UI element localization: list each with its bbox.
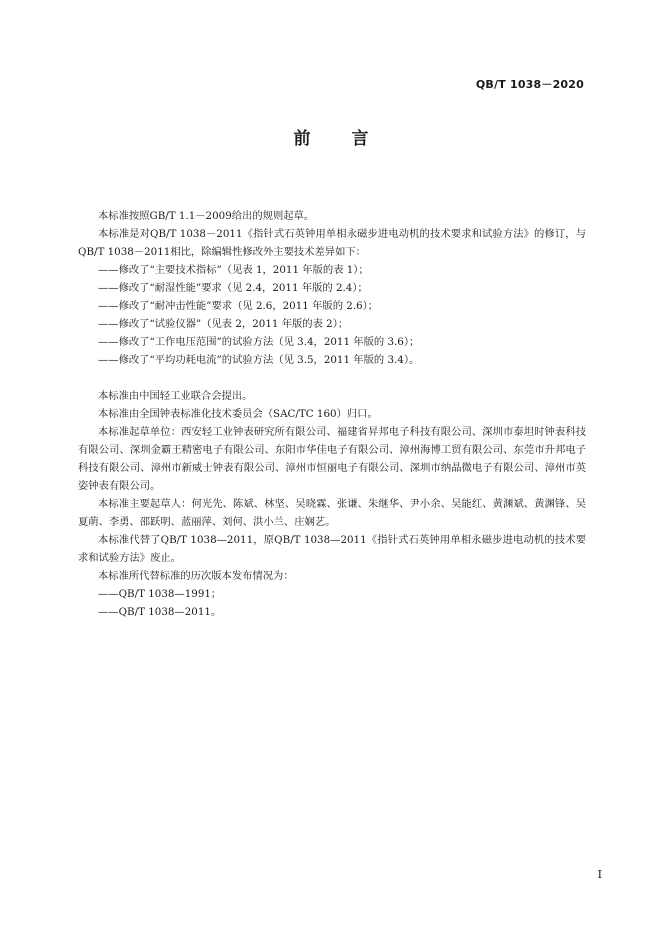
paragraph-proposed-by: 本标准由中国轻工业联合会提出。 xyxy=(98,390,253,402)
page-number: I xyxy=(597,868,602,881)
change-item: ——修改了“平均功耗电流”的试验方法（见 3.5，2011 年版的 3.4）。 xyxy=(98,354,420,366)
change-item: ——修改了“耐湿性能”要求（见 2.4，2011 年版的 2.4）； xyxy=(98,282,368,294)
paragraph-replaces: 本标准代替了QB/T 1038—2011，原QB/T 1038—2011《指针式石英钟用单相永磁步进电动机的技术要求和试验方法》废止。 xyxy=(78,534,586,564)
spacer xyxy=(78,369,586,387)
page-title: 前 言 xyxy=(293,129,381,149)
history-item: ——QB/T 1038—2011。 xyxy=(98,606,222,618)
paragraph-drafting-units: 本标准起草单位：西安轻工业钟表研究所有限公司、福建省昇邦电子科技有限公司、深圳市泰坦时钟表科技有限公司、深圳金霸王精密电子有限公司、东阳市华佳电子有限公司、漳州海博工贸有限公司、东莞市升邦电子科技有限公司、漳州市新威士钟表有限公司、漳州市恒丽电子有限公司、深圳市纳晶微电子有限公司、漳州市英姿钟表有限公司。 xyxy=(78,426,586,492)
paragraph-revision: 本标准是对QB/T 1038－2011《指针式石英钟用单相永磁步进电动机的技术要求和试验方法》的修订，与QB/T 1038－2011相比，除编辑性修改外主要技术差异如下： xyxy=(78,228,586,258)
paragraph-under-jurisdiction: 本标准由全国钟表标准化技术委员会（SAC/TC 160）归口。 xyxy=(98,408,378,420)
change-item: ——修改了“工作电压范围”的试验方法（见 3.4，2011 年版的 3.6）； xyxy=(98,336,420,348)
paragraph-history-intro: 本标准所代替标准的历次版本发布情况为： xyxy=(98,570,294,582)
change-item: ——修改了“试验仪器”（见表 2，2011 年版的表 2）； xyxy=(98,318,349,330)
standard-code: QB/T 1038－2020 xyxy=(475,78,584,91)
change-item: ——修改了“主要技术指标”（见表 1，2011 年版的表 1）； xyxy=(98,264,369,276)
paragraph-drafting-rules: 本标准按照GB/T 1.1－2009给出的规则起草。 xyxy=(98,210,315,222)
change-item: ——修改了“耐冲击性能”要求（见 2.6，2011 年版的 2.6）； xyxy=(98,300,379,312)
foreword-body xyxy=(78,207,586,621)
history-item: ——QB/T 1038—1991； xyxy=(98,588,222,600)
paragraph-drafters: 本标准主要起草人：何光先、陈斌、林坚、吴晓霖、张谦、朱继华、尹小余、吴能红、黄渊斌、黄渊锋、吴夏萌、李勇、邵跃明、蓝丽萍、刘何、洪小兰、庄娴艺。 xyxy=(78,498,586,528)
